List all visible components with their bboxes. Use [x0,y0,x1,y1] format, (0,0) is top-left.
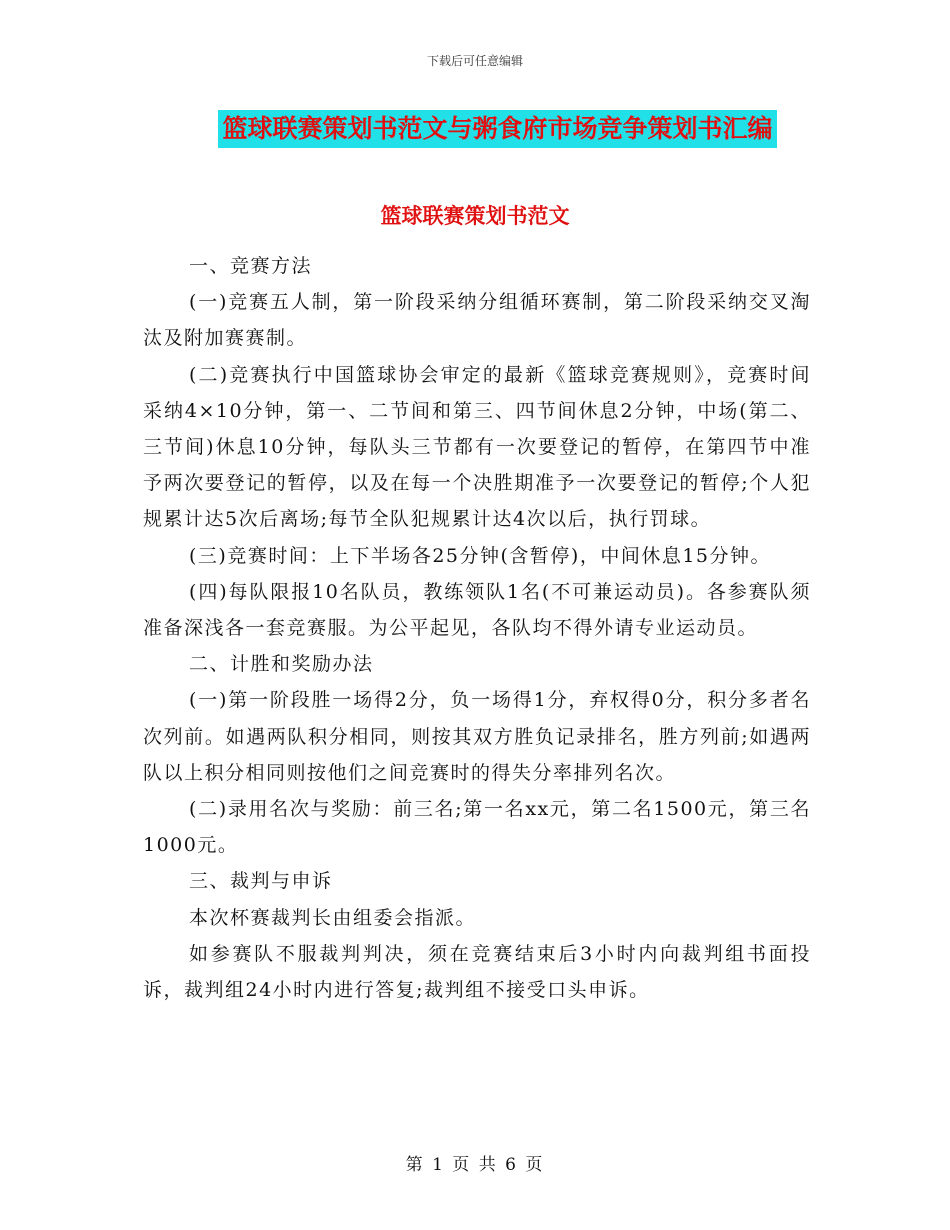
paragraph: (二)录用名次与奖励：前三名;第一名xx元，第二名1500元，第三名1000元。 [143,798,811,857]
paragraph: 本次杯赛裁判长由组委会指派。 [189,906,477,929]
document-body [143,248,811,1008]
heading-referee-and-appeal: 三、裁判与申诉 [189,870,333,893]
paragraph: (二)竞赛执行中国篮球协会审定的最新《篮球竞赛规则》，竞赛时间采纳4×10分钟，第一、二节间和第三、四节间休息2分钟，中场(第二、三节间)休息10分钟，每队头三节都有一次要登记的暂停，在第四节中准予两次要登记的暂停，以及在每一个决胜期准予一次要登记的暂停;个人犯规累计达5次后离场;每节全队犯规累计达4次以后，执行罚球。 [143,363,811,531]
page-header-note: 下载后可任意编辑 [426,54,523,68]
paragraph: (三)竞赛时间：上下半场各25分钟(含暂停)，中间休息15分钟。 [189,544,772,567]
paragraph: (四)每队限报10名队员，教练领队1名(不可兼运动员)。各参赛队须准备深浅各一套竞赛服。为公平起见，各队均不得外请专业运动员。 [143,580,811,640]
paragraph: 如参赛队不服裁判判决，须在竞赛结束后3小时内向裁判组书面投诉，裁判组24小时内进行答复;裁判组不接受口头申诉。 [143,942,811,1002]
section-title: 篮球联赛策划书范文 [380,203,570,228]
paragraph: (一)第一阶段胜一场得2分，负一场得1分，弃权得0分，积分多者名次列前。如遇两队积分相同，则按其双方胜负记录排名，胜方列前;如遇两队以上积分相同则按他们之间竞赛时的得失分率排列名次。 [143,689,811,784]
paragraph: (一)竞赛五人制，第一阶段采纳分组循环赛制，第二阶段采纳交叉淘汰及附加赛赛制。 [143,291,811,350]
document-title-wrapper [0,110,950,148]
page-number: 第 1 页 共 6 页 [405,1155,545,1175]
heading-competition-method: 一、竞赛方法 [189,255,313,277]
heading-scoring-and-awards: 二、计胜和奖励办法 [189,653,374,676]
document-title: 篮球联赛策划书范文与粥食府市场竞争策划书汇编 [218,110,776,148]
